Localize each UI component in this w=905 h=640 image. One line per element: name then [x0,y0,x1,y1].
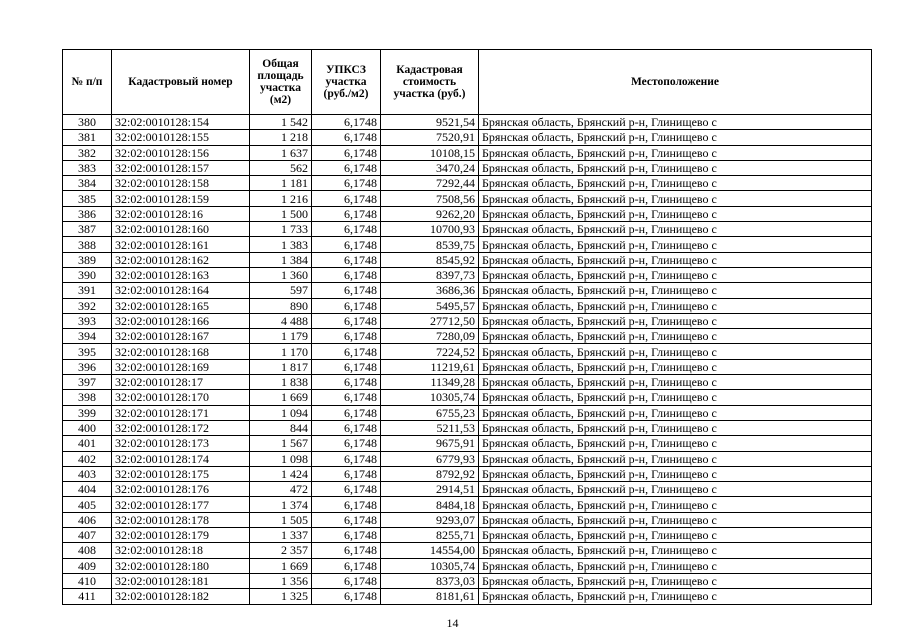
cell-cadastral-cost: 2914,51 [381,482,479,497]
cell-num: 411 [63,589,112,604]
header-num: № п/п [63,50,112,115]
cell-cadastral-cost: 8181,61 [381,589,479,604]
table-row [63,329,872,344]
table-row [63,482,872,497]
table-row [63,528,872,543]
cell-cadastral-cost: 14554,00 [381,543,479,558]
table-row [63,313,872,328]
cell-upksz: 6,1748 [312,115,381,130]
cell-cadastral-cost: 10305,74 [381,558,479,573]
cell-location: Брянская область, Брянский р-н, Глинищево с [479,313,872,328]
cell-upksz: 6,1748 [312,191,381,206]
cell-cadastral-cost: 7224,52 [381,344,479,359]
cell-cadastral-number: 32:02:0010128:163 [112,267,250,282]
cell-cadastral-number: 32:02:0010128:179 [112,528,250,543]
cell-upksz: 6,1748 [312,482,381,497]
cell-cadastral-cost: 8255,71 [381,528,479,543]
cell-area: 1 505 [250,512,312,527]
table-row [63,115,872,130]
cell-cadastral-cost: 3470,24 [381,160,479,175]
cell-area: 562 [250,160,312,175]
cell-area: 1 098 [250,451,312,466]
cell-cadastral-cost: 11349,28 [381,375,479,390]
cell-area: 1 325 [250,589,312,604]
cell-location: Брянская область, Брянский р-н, Глинищево с [479,176,872,191]
cell-location: Брянская область, Брянский р-н, Глинищево с [479,390,872,405]
cell-cadastral-cost: 8373,03 [381,573,479,588]
cell-num: 396 [63,359,112,374]
cell-cadastral-cost: 5495,57 [381,298,479,313]
cell-cadastral-number: 32:02:0010128:162 [112,252,250,267]
cell-location: Брянская область, Брянский р-н, Глинищево с [479,130,872,145]
cell-num: 393 [63,313,112,328]
cell-area: 1 542 [250,115,312,130]
cell-cadastral-cost: 11219,61 [381,359,479,374]
cell-upksz: 6,1748 [312,160,381,175]
cell-cadastral-number: 32:02:0010128:156 [112,145,250,160]
cell-cadastral-cost: 6779,93 [381,451,479,466]
cell-location: Брянская область, Брянский р-н, Глинищево с [479,482,872,497]
table-body [63,115,872,605]
page-number: 14 [446,616,459,630]
cell-location: Брянская область, Брянский р-н, Глинищево с [479,436,872,451]
cell-location: Брянская область, Брянский р-н, Глинищево с [479,206,872,221]
cell-num: 381 [63,130,112,145]
cell-cadastral-number: 32:02:0010128:172 [112,420,250,435]
cell-location: Брянская область, Брянский р-н, Глинищево с [479,528,872,543]
cell-num: 407 [63,528,112,543]
cell-num: 394 [63,329,112,344]
cell-cadastral-number: 32:02:0010128:158 [112,176,250,191]
cell-num: 380 [63,115,112,130]
cell-upksz: 6,1748 [312,298,381,313]
cell-area: 1 500 [250,206,312,221]
table-row [63,160,872,175]
cell-upksz: 6,1748 [312,237,381,252]
cell-num: 388 [63,237,112,252]
table-row [63,466,872,481]
table-row [63,589,872,604]
cell-cadastral-number: 32:02:0010128:171 [112,405,250,420]
cell-location: Брянская область, Брянский р-н, Глинищево с [479,451,872,466]
cell-upksz: 6,1748 [312,497,381,512]
table-row [63,543,872,558]
header-cadastral-number: Кадастровый номер [112,50,250,115]
cell-location: Брянская область, Брянский р-н, Глинищево с [479,252,872,267]
cell-num: 383 [63,160,112,175]
cell-cadastral-cost: 8397,73 [381,267,479,282]
cell-upksz: 6,1748 [312,267,381,282]
cell-cadastral-number: 32:02:0010128:180 [112,558,250,573]
cell-cadastral-number: 32:02:0010128:170 [112,390,250,405]
table-row [63,359,872,374]
cell-location: Брянская область, Брянский р-н, Глинищево с [479,359,872,374]
cell-cadastral-number: 32:02:0010128:16 [112,206,250,221]
cell-area: 1 384 [250,252,312,267]
cell-cadastral-number: 32:02:0010128:176 [112,482,250,497]
cell-cadastral-cost: 27712,50 [381,313,479,328]
cell-cadastral-cost: 5211,53 [381,420,479,435]
cell-cadastral-cost: 8539,75 [381,237,479,252]
cell-upksz: 6,1748 [312,466,381,481]
cell-num: 382 [63,145,112,160]
cell-area: 1 383 [250,237,312,252]
table-row [63,375,872,390]
cell-location: Брянская область, Брянский р-н, Глинищево с [479,267,872,282]
table-row [63,558,872,573]
cell-cadastral-cost: 8792,92 [381,466,479,481]
cell-cadastral-number: 32:02:0010128:169 [112,359,250,374]
cell-cadastral-cost: 8484,18 [381,497,479,512]
table-row [63,191,872,206]
cell-cadastral-cost: 10305,74 [381,390,479,405]
cell-location: Брянская область, Брянский р-н, Глинищево с [479,191,872,206]
table-row [63,267,872,282]
table-row [63,176,872,191]
header-area: Общая площадь участка (м2) [250,50,312,115]
cell-num: 397 [63,375,112,390]
cell-cadastral-number: 32:02:0010128:182 [112,589,250,604]
cell-upksz: 6,1748 [312,176,381,191]
cell-area: 1 669 [250,558,312,573]
cell-upksz: 6,1748 [312,558,381,573]
cell-upksz: 6,1748 [312,589,381,604]
cell-cadastral-number: 32:02:0010128:175 [112,466,250,481]
cell-cadastral-number: 32:02:0010128:177 [112,497,250,512]
cell-cadastral-number: 32:02:0010128:165 [112,298,250,313]
cell-area: 2 357 [250,543,312,558]
cell-cadastral-number: 32:02:0010128:160 [112,222,250,237]
cell-num: 400 [63,420,112,435]
cell-area: 4 488 [250,313,312,328]
cell-num: 409 [63,558,112,573]
cell-area: 1 374 [250,497,312,512]
cell-area: 1 218 [250,130,312,145]
cell-location: Брянская область, Брянский р-н, Глинищево с [479,160,872,175]
cell-cadastral-number: 32:02:0010128:168 [112,344,250,359]
cell-area: 1 733 [250,222,312,237]
cell-cadastral-number: 32:02:0010128:174 [112,451,250,466]
cell-location: Брянская область, Брянский р-н, Глинищево с [479,344,872,359]
cell-num: 406 [63,512,112,527]
cell-location: Брянская область, Брянский р-н, Глинищево с [479,589,872,604]
cell-area: 1 216 [250,191,312,206]
cell-area: 1 179 [250,329,312,344]
cell-cadastral-cost: 7292,44 [381,176,479,191]
cell-num: 384 [63,176,112,191]
cell-num: 395 [63,344,112,359]
cell-cadastral-cost: 10108,15 [381,145,479,160]
cell-upksz: 6,1748 [312,512,381,527]
cell-cadastral-cost: 10700,93 [381,222,479,237]
table-row [63,145,872,160]
table-row [63,206,872,221]
cell-cadastral-cost: 9521,54 [381,115,479,130]
cell-upksz: 6,1748 [312,344,381,359]
table-row [63,390,872,405]
cell-area: 844 [250,420,312,435]
cell-location: Брянская область, Брянский р-н, Глинищево с [479,222,872,237]
table-row [63,436,872,451]
cell-num: 403 [63,466,112,481]
table-row [63,237,872,252]
cell-upksz: 6,1748 [312,222,381,237]
cell-area: 472 [250,482,312,497]
table-row [63,420,872,435]
cell-upksz: 6,1748 [312,390,381,405]
cell-area: 1 170 [250,344,312,359]
cell-upksz: 6,1748 [312,573,381,588]
cell-cadastral-number: 32:02:0010128:181 [112,573,250,588]
table-row [63,344,872,359]
cell-num: 408 [63,543,112,558]
cell-area: 1 637 [250,145,312,160]
cell-upksz: 6,1748 [312,405,381,420]
cell-num: 387 [63,222,112,237]
cell-upksz: 6,1748 [312,283,381,298]
cell-location: Брянская область, Брянский р-н, Глинищево с [479,558,872,573]
cell-upksz: 6,1748 [312,313,381,328]
cell-cadastral-number: 32:02:0010128:154 [112,115,250,130]
cell-cadastral-number: 32:02:0010128:167 [112,329,250,344]
cell-area: 1 817 [250,359,312,374]
cell-location: Брянская область, Брянский р-н, Глинищево с [479,298,872,313]
header-location: Местоположение [479,50,872,115]
cell-upksz: 6,1748 [312,252,381,267]
cell-upksz: 6,1748 [312,145,381,160]
cell-num: 386 [63,206,112,221]
header-upksz: УПКСЗ участка (руб./м2) [312,50,381,115]
cell-location: Брянская область, Брянский р-н, Глинищево с [479,512,872,527]
cell-num: 391 [63,283,112,298]
cell-cadastral-cost: 3686,36 [381,283,479,298]
cell-cadastral-number: 32:02:0010128:166 [112,313,250,328]
table-row [63,298,872,313]
table-row [63,283,872,298]
cell-upksz: 6,1748 [312,451,381,466]
cell-location: Брянская область, Брянский р-н, Глинищево с [479,405,872,420]
cell-cadastral-cost: 7520,91 [381,130,479,145]
cell-area: 1 360 [250,267,312,282]
cell-location: Брянская область, Брянский р-н, Глинищево с [479,497,872,512]
cell-upksz: 6,1748 [312,436,381,451]
cell-area: 1 094 [250,405,312,420]
cadastral-table [62,49,872,605]
cell-upksz: 6,1748 [312,359,381,374]
cell-num: 385 [63,191,112,206]
cell-cadastral-number: 32:02:0010128:17 [112,375,250,390]
cell-cadastral-number: 32:02:0010128:159 [112,191,250,206]
cell-area: 890 [250,298,312,313]
cell-cadastral-cost: 9675,91 [381,436,479,451]
cell-upksz: 6,1748 [312,329,381,344]
cell-location: Брянская область, Брянский р-н, Глинищево с [479,329,872,344]
cell-num: 392 [63,298,112,313]
table-row [63,130,872,145]
cell-area: 1 838 [250,375,312,390]
cell-cadastral-cost: 7280,09 [381,329,479,344]
cell-num: 399 [63,405,112,420]
cell-cadastral-number: 32:02:0010128:173 [112,436,250,451]
cell-num: 404 [63,482,112,497]
cell-cadastral-number: 32:02:0010128:164 [112,283,250,298]
cell-num: 389 [63,252,112,267]
table-row [63,497,872,512]
cell-area: 1 337 [250,528,312,543]
cell-cadastral-cost: 8545,92 [381,252,479,267]
cell-cadastral-cost: 6755,23 [381,405,479,420]
cell-location: Брянская область, Брянский р-н, Глинищево с [479,420,872,435]
cell-area: 1 424 [250,466,312,481]
cell-area: 1 356 [250,573,312,588]
table-row [63,451,872,466]
cell-area: 1 669 [250,390,312,405]
cell-num: 405 [63,497,112,512]
table-row [63,222,872,237]
cell-cadastral-cost: 9262,20 [381,206,479,221]
cell-num: 410 [63,573,112,588]
cell-upksz: 6,1748 [312,375,381,390]
cell-upksz: 6,1748 [312,206,381,221]
cell-cadastral-number: 32:02:0010128:157 [112,160,250,175]
cell-cadastral-number: 32:02:0010128:155 [112,130,250,145]
cell-upksz: 6,1748 [312,543,381,558]
cell-location: Брянская область, Брянский р-н, Глинищево с [479,145,872,160]
cell-num: 398 [63,390,112,405]
cell-upksz: 6,1748 [312,528,381,543]
cell-num: 390 [63,267,112,282]
cell-location: Брянская область, Брянский р-н, Глинищево с [479,283,872,298]
cell-cadastral-number: 32:02:0010128:18 [112,543,250,558]
cell-area: 1 181 [250,176,312,191]
cell-cadastral-number: 32:02:0010128:161 [112,237,250,252]
cell-location: Брянская область, Брянский р-н, Глинищево с [479,375,872,390]
cell-location: Брянская область, Брянский р-н, Глинищево с [479,115,872,130]
cell-num: 402 [63,451,112,466]
cell-upksz: 6,1748 [312,130,381,145]
cell-area: 1 567 [250,436,312,451]
cell-upksz: 6,1748 [312,420,381,435]
cell-location: Брянская область, Брянский р-н, Глинищево с [479,573,872,588]
table-row [63,573,872,588]
table-row [63,252,872,267]
cell-cadastral-cost: 9293,07 [381,512,479,527]
cell-location: Брянская область, Брянский р-н, Глинищево с [479,466,872,481]
cell-location: Брянская область, Брянский р-н, Глинищево с [479,237,872,252]
cell-cadastral-cost: 7508,56 [381,191,479,206]
cell-location: Брянская область, Брянский р-н, Глинищево с [479,543,872,558]
cell-cadastral-number: 32:02:0010128:178 [112,512,250,527]
table-row [63,512,872,527]
cell-area: 597 [250,283,312,298]
table-row [63,405,872,420]
header-cadastral-cost: Кадастровая стоимость участка (руб.) [381,50,479,115]
cell-num: 401 [63,436,112,451]
header-row [63,50,872,115]
